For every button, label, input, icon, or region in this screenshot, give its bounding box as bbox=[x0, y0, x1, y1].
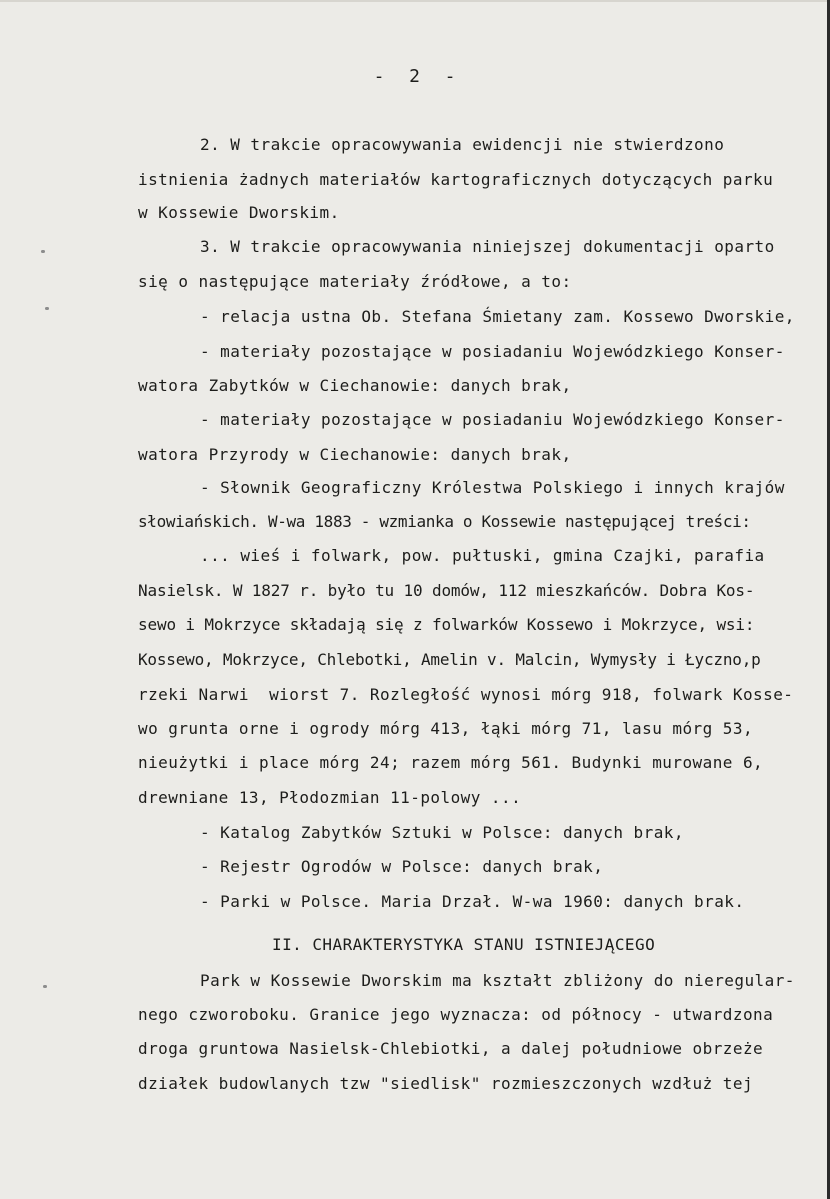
text-line: w Kossewie Dworskim. bbox=[138, 203, 340, 222]
text-line: droga gruntowa Nasielsk-Chlebiotki, a dalej południowe obrzeże bbox=[138, 1039, 764, 1058]
text-line: - Rejestr Ogrodów w Polsce: danych brak, bbox=[200, 857, 604, 876]
text-line: watora Zabytków w Ciechanowie: danych brak, bbox=[138, 376, 572, 395]
text-line: rzeki Narwi wiorst 7. Rozległość wynosi mórg 918, folwark Kosse- bbox=[138, 685, 794, 704]
text-line: drewniane 13, Płodozmian 11-polowy ... bbox=[138, 788, 522, 807]
text-line: - relacja ustna Ob. Stefana Śmietany zam. Kossewo Dworskie, bbox=[200, 307, 795, 326]
text-line: - Słownik Geograficzny Królestwa Polskiego i innych krajów bbox=[200, 478, 785, 497]
text-line: - materiały pozostające w posiadaniu Wojewódzkiego Konser- bbox=[200, 342, 785, 361]
text-line: nego czworoboku. Granice jego wyznacza: od północy - utwardzona bbox=[138, 1005, 774, 1024]
scan-speck bbox=[45, 307, 49, 310]
text-line: Park w Kossewie Dworskim ma kształt zbliżony do nieregular- bbox=[200, 971, 795, 990]
text-line: 3. W trakcie opracowywania niniejszej dokumentacji oparto bbox=[200, 237, 775, 256]
page-number: - 2 - bbox=[373, 66, 457, 87]
section-heading: II. CHARAKTERYSTYKA STANU ISTNIEJĄCEGO bbox=[272, 935, 656, 954]
scan-speck bbox=[43, 985, 47, 988]
text-line: 2. W trakcie opracowywania ewidencji nie stwierdzono bbox=[200, 135, 725, 154]
text-line: wo grunta orne i ogrody mórg 413, łąki mórg 71, lasu mórg 53, bbox=[138, 719, 754, 738]
text-line: istnienia żadnych materiałów kartograficznych dotyczących parku bbox=[138, 170, 774, 189]
text-line: - Parki w Polsce. Maria Drzał. W-wa 1960: danych brak. bbox=[200, 892, 745, 911]
text-line: - Katalog Zabytków Sztuki w Polsce: danych brak, bbox=[200, 823, 684, 842]
scan-speck bbox=[41, 250, 45, 253]
scan-edge-top bbox=[0, 0, 830, 2]
text-line: sewo i Mokrzyce składają się z folwarków Kossewo i Mokrzyce, wsi: bbox=[138, 615, 755, 634]
text-line: - materiały pozostające w posiadaniu Wojewódzkiego Konser- bbox=[200, 410, 785, 429]
text-line: słowiańskich. W-wa 1883 - wzmianka o Kossewie następującej treści: bbox=[138, 512, 751, 531]
text-line: Kossewo, Mokrzyce, Chlebotki, Amelin v. Malcin, Wymysły i Łyczno,p bbox=[138, 650, 761, 669]
text-line: działek budowlanych tzw "siedlisk" rozmieszczonych wzdłuż tej bbox=[138, 1074, 754, 1093]
text-line: ... wieś i folwark, pow. pułtuski, gmina Czajki, parafia bbox=[200, 546, 765, 565]
text-line: nieużytki i place mórg 24; razem mórg 561. Budynki murowane 6, bbox=[138, 753, 764, 772]
text-line: watora Przyrody w Ciechanowie: danych brak, bbox=[138, 445, 572, 464]
text-line: się o następujące materiały źródłowe, a to: bbox=[138, 272, 572, 291]
text-line: Nasielsk. W 1827 r. było tu 10 domów, 112 mieszkańców. Dobra Kos- bbox=[138, 581, 755, 600]
